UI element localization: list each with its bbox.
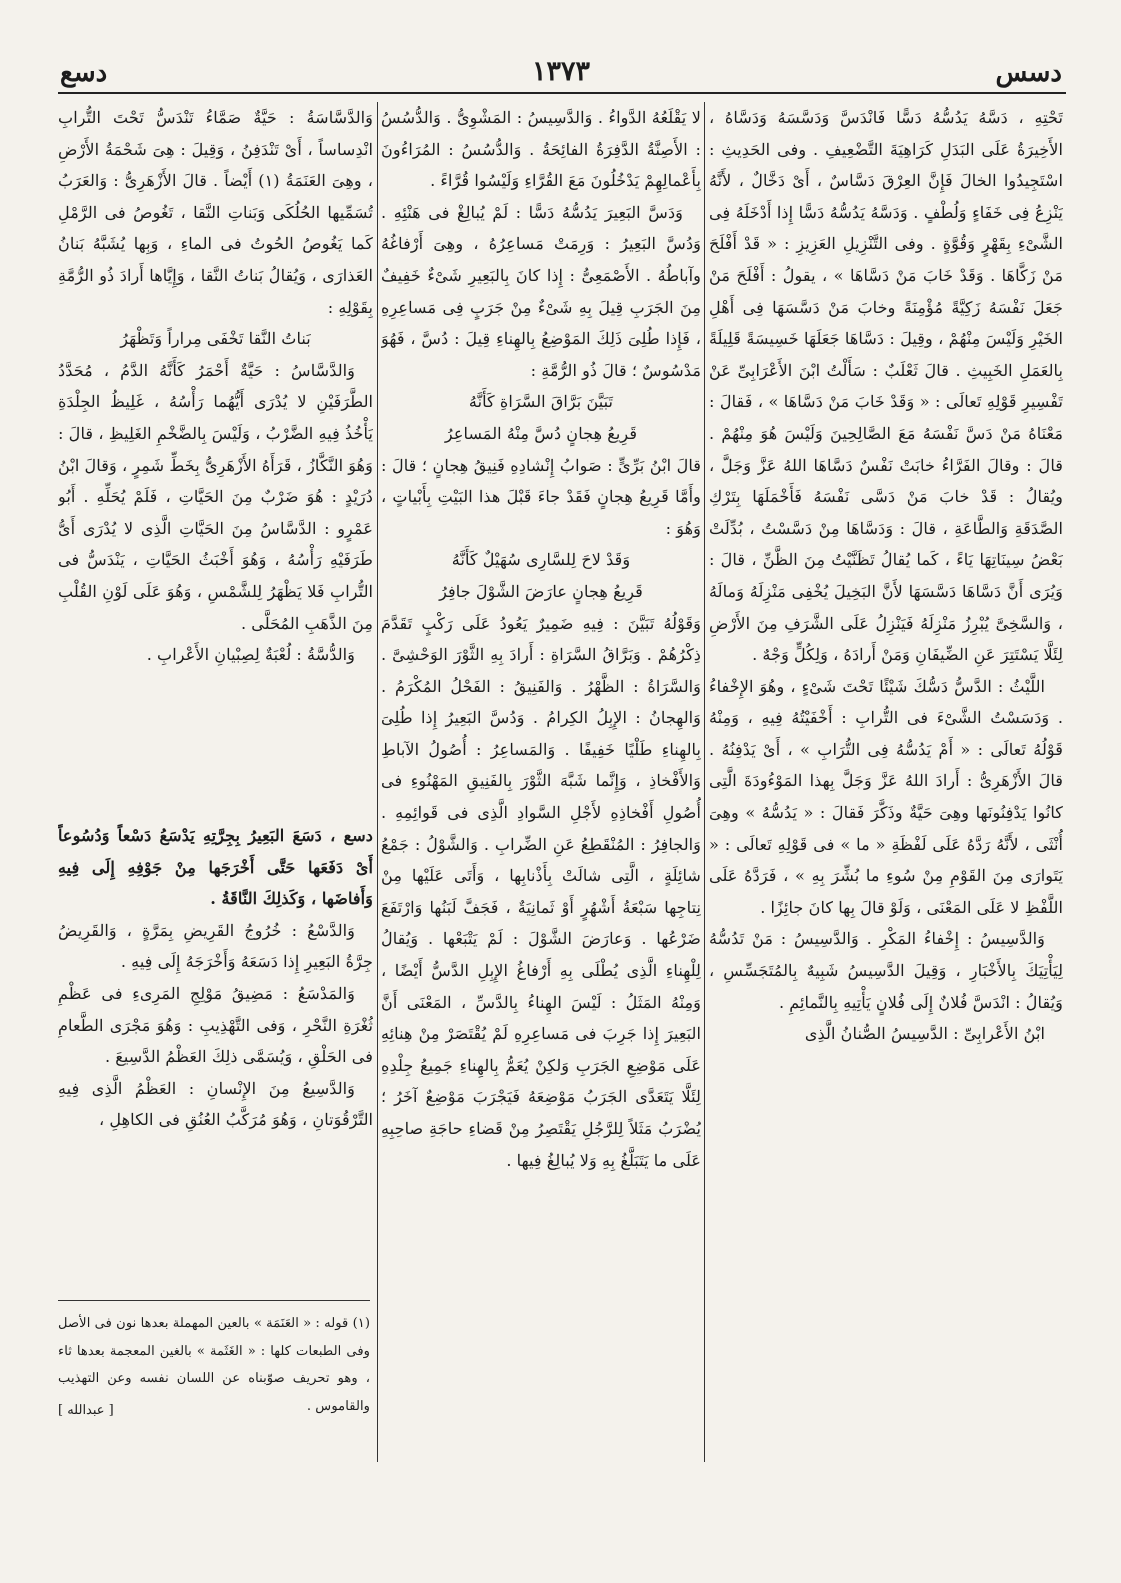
column-divider	[704, 102, 705, 1462]
paragraph: وَالدَّسَّاسُ : حَيَّةٌ أَحْمَرُ كَأَنَّهُ الدَّمُ ، مُحَدَّدُ الطَّرَفَيْنِ لا يُدْرَى أَيُّهُما رَأْسُهُ ، غَلِيظُ الجِلْدَةِ يَأْخُذُ فِيهِ الضَّرْبُ ، وَلَيْسَ بِالضَّخْمِ الغَلِيظِ ، قالَ : وَهُوَ النَّكَّازُ ، قَرَأَهُ الأَزْهَرِىُّ بِخَطِّ شَمِرٍ ، وَقالَ ابْنُ دُرَيْدٍ : هُوَ ضَرْبٌ مِنَ الحَيَّاتِ ، فَلَمْ يُحَلِّهِ . أَبُو عَمْرٍو : الدَّسَّاسُ مِنَ الحَيَّاتِ الَّذِى لا يُدْرَى أَىُّ طَرَفَيْهِ رَأْسُهُ ، وَهُوَ أَخْبَثُ الحَيَّاتِ ، يَنْدَسُّ فى التُّرابِ فَلا يَظْهَرُ لِلشَّمْسِ ، وَهُوَ عَلَى لَوْنِ القُلْبِ مِنَ الذَّهَبِ المُحَلَّى .	[58, 360, 373, 633]
verse-line: تَبَيَّنَ بَرَّاقَ السَّرَاةِ كَأَنَّهُ	[468, 392, 614, 412]
page-header	[60, 56, 1062, 96]
header-rule	[58, 92, 1066, 94]
paragraph: وَالمَدْسَعُ : مَضِيقُ مَوْلِجِ المَرِىءِ فى عَظْمِ ثُغْرَةِ النَّحْرِ ، وَفى التَّهْذِيبِ : وَهُوَ مَجْرَى الطَّعامِ فى الحَلْقِ ، وَيُسَمَّى ذلِكَ العَظْمُ الدَّسِيعَ .	[58, 983, 373, 1067]
column-right	[709, 102, 1063, 1462]
paragraph: لا يَقْلَعُهُ الدَّواءُ . وَالدَّسِيسُ : المَشْوِىُّ . وَالدُّسُسُ : الأَصِنَّةُ الدَّفِرَةُ الفائِحَةُ . وَالدُّسُسُ : المُرَاءُونَ بِأَعْمالِهِمْ يَدْخُلُونَ مَعَ القُرَّاءِ وَلَيْسُوا قُرَّاءً .	[381, 108, 701, 191]
entry-headword: دسع ، دَسَعَ البَعِيرُ بِجِرَّتِهِ يَدْسَعُ دَسْعاً وَدُسُوعاً أَىْ دَفَعَها حَتَّى أَخْرَجَها مِنْ جَوْفِهِ إِلَى فِيهِ وَأَفاضَها ، وَكَذلِكَ النَّاقَةُ .	[58, 826, 373, 909]
paragraph: ابْنُ الأَعْرابِىِّ : الدَّسِيسُ الصُّنانُ الَّذِى	[804, 1024, 1045, 1044]
footnote-signature: [ عبدالله ]	[58, 1403, 114, 1418]
paragraph: وَالدُّسَّةُ : لُعْبَةٌ لِصِبْيانِ الأَعْرابِ .	[146, 645, 355, 665]
paragraph: وَالدَّسِيعُ مِنَ الإِنْسانِ : العَظْمُ الَّذِى فِيهِ التَّرْقُوَتانِ ، وَهُوَ مُرَكَّبُ العُنُقِ فى الكاهِلِ ،	[58, 1078, 373, 1130]
footnote-rule	[58, 1300, 370, 1301]
paragraph: وَالدَّسْعُ : خُرُوجُ القَرِيضِ بِمَرَّةٍ ، وَالقَرِيضُ جِرَّةُ البَعِيرِ إِذا دَسَعَهُ وَأَخْرَجَهُ إِلَى فِيهِ .	[58, 920, 373, 972]
entry-dasa	[58, 820, 373, 1260]
column-divider	[377, 102, 378, 1462]
paragraph: وَقَوْلُهُ تَبَيَّنَ : فِيهِ ضَمِيرٌ يَعُودُ عَلَى رَكْبٍ تَقَدَّمَ ذِكْرُهُمْ . وَبَرَّاقُ السَّرَاةِ : أَرادَ بِهِ الثَّوْرَ الوَحْشِىَّ . وَالسَّرَاةُ : الظَّهْرُ . وَالفَنِيقُ : الفَحْلُ المُكْرَمُ . وَالهِجانُ : الإِبِلُ الكِرامُ . وَدُسَّ البَعِيرُ إِذا طُلِىَ بِالهِناءِ طَلْيًا خَفِيفًا . وَالمَساعِرُ : أُصُولُ الآباطِ وَالأَفْخاذِ ، وَإِنَّما شَبَّهَ الثَّوْرَ بِالفَنِيقِ المَهْنُوءِ فى أُصُولِ أَفْخاذِهِ لأَجْلِ السَّوادِ الَّذِى فى قَوائِمِهِ . وَالجافِرُ : المُنْقَطِعُ عَنِ الضِّرابِ . وَالشَّوْلُ : جَمْعُ شائِلَةٍ ، الَّتِى شالَتْ بِأَذْنابِها ، وَأَتَى عَلَيْها مِنْ نِتاجِها سَبْعَةُ أَشْهُرٍ أَوْ ثَمانِيَةٌ ، فَجَفَّ لَبَنُها وَارْتَفَعَ ضَرْعُها . وَعارَضَ الشَّوْلَ : لَمْ يَتْبَعْها . وَيُقالُ لِلْهِناءِ الَّذِى يُطْلَى بِهِ أَرْفاغُ الإِبِلِ الدَّسُّ أَيْضًا ، وَمِنْهُ المَثَلُ : لَيْسَ الهِناءُ بِالدَّسِّ ، المَعْنَى أَنَّ البَعِيرَ إِذا جَرِبَ فى مَساعِرِهِ لَمْ يُقْتَصَرْ مِنْ هِنائِهِ عَلَى مَوْضِعِ الجَرَبِ وَلكِنْ يُعَمُّ بِالهِناءِ جَمِيعُ جِلْدِهِ لِئَلَّا يَتَعَدَّى الجَرَبُ مَوْضِعَهُ فَيَجْرَبَ مَوْضِعٌ آخَرُ ؛ يُضْرَبُ مَثَلاً لِلرَّجُلِ يَقْتَصِرُ مِنْ قَضاءِ حاجَةِ صاحِبِهِ عَلَى ما يَتَبَلَّغُ بِهِ وَلا يُبالِغُ فِيها .	[381, 613, 701, 1170]
paragraph: تَحْتِهِ ، دَسَّهُ يَدُسُّهُ دَسًّا فَانْدَسَّ وَدَسَّسَهُ وَدَسَّاهُ ، الأَخِيرَةُ عَلَى البَدَلِ كَرَاهِيَةَ التَّضْعِيفِ . وفى الحَدِيثِ : اسْتَجِيدُوا الخالَ فَإِنَّ العِرْقَ دَسَّاسٌ ، أَىْ دَخَّالٌ ، لأَنَّهُ يَنْزِعُ فِى خَفَاءٍ وَلُطْفٍ . وَدَسَّهُ يَدُسُّهُ دَسًّا إِذا أَدْخَلَهُ فِى الشَّىْءِ بِقَهْرٍ وَقُوَّةٍ . وفى التَّنْزِيلِ العَزِيزِ : « قَدْ أَفْلَحَ مَنْ زَكَّاهَا . وَقَدْ خَابَ مَنْ دَسَّاهَا » ، يقولُ : أَفْلَحَ مَنْ جَعَلَ نَفْسَهُ زَكِيَّةً مُؤْمِنَةً وخابَ مَنْ دَسَّسَهَا فِى أَهْلِ الخَيْرِ وَلَيْسَ مِنْهُمْ ، وقِيلَ : دَسَّاهَا جَعَلَهَا خَسِيسَةً قَلِيلَةً بِالعَمَلِ الخَبِيثِ . قالَ ثَعْلَبٌ : سَأَلْتُ ابْنَ الأَعْرَابِىِّ عَنْ تَفْسِيرِ قَوْلِهِ تَعالَى : « وَقَدْ خَابَ مَنْ دَسَّاهَا » ، فَقالَ : مَعْنَاهُ مَنْ دَسَّ نَفْسَهُ مَعَ الصَّالِحِينَ وَلَيْسَ هُوَ مِنْهُمْ . قالَ : وقالَ الفَرَّاءُ خابَتْ نَفْسٌ دَسَّاهَا اللهُ عَزَّ وَجَلَّ ، ويُقالُ : قَدْ خابَ مَنْ دَسَّى نَفْسَهُ فَأَخْمَلَهَا بِتَرْكِ الصَّدَقَةِ وَالطَّاعَةِ ، قالَ : وَدَسَّاهَا مِنْ دَسَّسْتُ ، بُدِّلَتْ بَعْضُ سِينَاتِهَا يَاءً ، كَما يُقالُ تَظَنَّيْتُ مِنَ الظَّنِّ ، قالَ : وَيُرَى أَنَّ دَسَّاهَا دَسَّسَهَا لأَنَّ البَخِيلَ يُخْفِى مَنْزِلَهُ وَمالَهُ ، وَالسَّخِىَّ يُبْرِزُ مَنْزِلَهُ فَيَنْزِلُ عَلَى الشَّرَفِ مِنَ الأَرْضِ لِئَلَّا يَسْتَتِرَ عَنِ الضِّيفَانِ وَمَنْ أَرادَهُ ، وَلِكُلٍّ وَجْهٌ .	[709, 108, 1063, 665]
paragraph: وَالدَّسِيسُ : إِخْفاءُ المَكْرِ . وَالدَّسِيسُ : مَنْ تَدُسُّهُ لِيَأْتِيَكَ بِالأَخْبَارِ ، وَقِيلَ الدَّسِيسُ شَبِيهٌ بِالمُتَجَسِّسِ ، وَيُقالُ : انْدَسَّ فُلانٌ إِلَى فُلانٍ يَأْتِيهِ بِالنَّمائِمِ .	[709, 929, 1063, 1012]
footnote-text: (١) قوله : « العَنَمَة » بالعين المهملة بعدها نون فى الأصل وفى الطبعات كلها : « الغَثَمة » بالغين المعجمة بعدها ثاء ، وهو تحريف صوّبناه عن اللسان نفسه وعن التهذيب والقاموس .	[58, 1316, 370, 1414]
page-number: ١٣٧٣	[531, 56, 591, 87]
paragraph: قالَ ابْنُ بَرِّىٍّ : صَوابُ إِنْشادِهِ فَنِيقُ هِجانٍ ؛ قالَ : وأَمَّا قَرِيعُ هِجانٍ فَقَدْ جاءَ قَبْلَ هذا البَيْتِ بِأَبْياتٍ ، وَهُوَ :	[381, 455, 701, 538]
verse-line: بَناتُ النَّقا تَخْفَى مِراراً وَتَظْهَرُ	[120, 329, 311, 349]
guide-word-left: دسع	[60, 58, 108, 88]
paragraph: وَدَسَّ البَعِيرَ يَدُسُّهُ دَسًّا : لَمْ يُبالِغْ فى هَنْئِهِ . وَدُسَّ البَعِيرُ : وَرِمَتْ مَساعِرُهُ ، وهِىَ أَرْفاغُهُ وآباطُهُ . الأَصْمَعِىُّ : إِذا كانَ بِالبَعِيرِ شَىْءٌ خَفِيفٌ مِنَ الجَرَبِ قِيلَ بِهِ شَىْءٌ مِنْ جَرَبٍ فِى مَساعِرِهِ ، فَإِذا طُلِىَ ذَلِكَ المَوْضِعُ بِالهِناءِ قِيلَ : دُسَّ ، فَهُوَ مَدْسُوسٌ ؛ قالَ ذُو الرُّمَّةِ :	[381, 202, 701, 380]
verse-line: قَرِيعُ هِجانٍ عارَضَ الشَّوْلَ جافِرُ	[439, 581, 643, 601]
paragraph: اللَّيْثُ : الدَّسُّ دَسُّكَ شَيْئًا تَحْتَ شَىْءٍ ، وهُوَ الإِخْفاءُ . وَدَسَسْتُ الشَّىْءَ فى التُّرابِ : أَخْفَيْتُهُ فِيهِ ، وَمِنْهُ قَوْلُهُ تَعالَى : « أَمْ يَدُسُّهُ فِى التُّرَابِ » ، أَىْ يَدْفِنُهُ . قالَ الأَزْهَرِىُّ : أَرادَ اللهُ عَزَّ وَجَلَّ بِهذا المَوْءُودَةَ الَّتِى كانُوا يَدْفِنُونَها وهِىَ حَيَّةٌ وذَكَّرَ فَقالَ : « يَدُسُّهُ » وهِىَ أُنْثَى ، لأَنَّهُ رَدَّهُ عَلَى لَفْظَةِ « ما » فى قَوْلِهِ تَعالَى : « يَتَوارَى مِنَ القَوْمِ مِنْ سُوءِ ما بُشِّرَ بِهِ » ، فَرَدَّهُ عَلَى اللَّفْظِ لا عَلَى المَعْنَى ، وَلَوْ قالَ بِها كانَ جائِزًا .	[709, 676, 1063, 917]
verse-line: قَرِيعُ هِجانٍ دُسَّ مِنْهُ المَساعِرُ	[444, 423, 638, 443]
column-left	[58, 102, 373, 682]
guide-word-right: دسس	[995, 58, 1062, 88]
column-middle	[381, 102, 701, 1462]
paragraph: وَالدَّسَّاسَةُ : حَيَّةٌ صَمَّاءُ تَنْدَسُّ تَحْتَ التُّرابِ انْدِساساً ، أَىْ تَنْدَفِنُ ، وَقِيلَ : هِىَ شَحْمَةُ الأَرْضِ ، وهِىَ العَنَمَةُ (١) أَيْضاً . قالَ الأَزْهَرِىُّ : وَالعَرَبُ تُسَمِّيها الحُلُكَى وَبَناتِ النَّقا ، تَغُوصُ فى الرَّمْلِ كَما يَغُوصُ الحُوتُ فى الماءِ ، وَبِها يُشَبَّهُ بَنانُ العَذارَى ، وَيُقالُ بَناتُ النَّقا ، وَإِيَّاها أَرادَ ذُو الرُّمَّةِ بِقَوْلِهِ :	[58, 108, 373, 317]
verse-line: وَقَدْ لاحَ لِلسَّارِى سُهَيْلٌ كَأَنَّهُ	[451, 550, 631, 570]
